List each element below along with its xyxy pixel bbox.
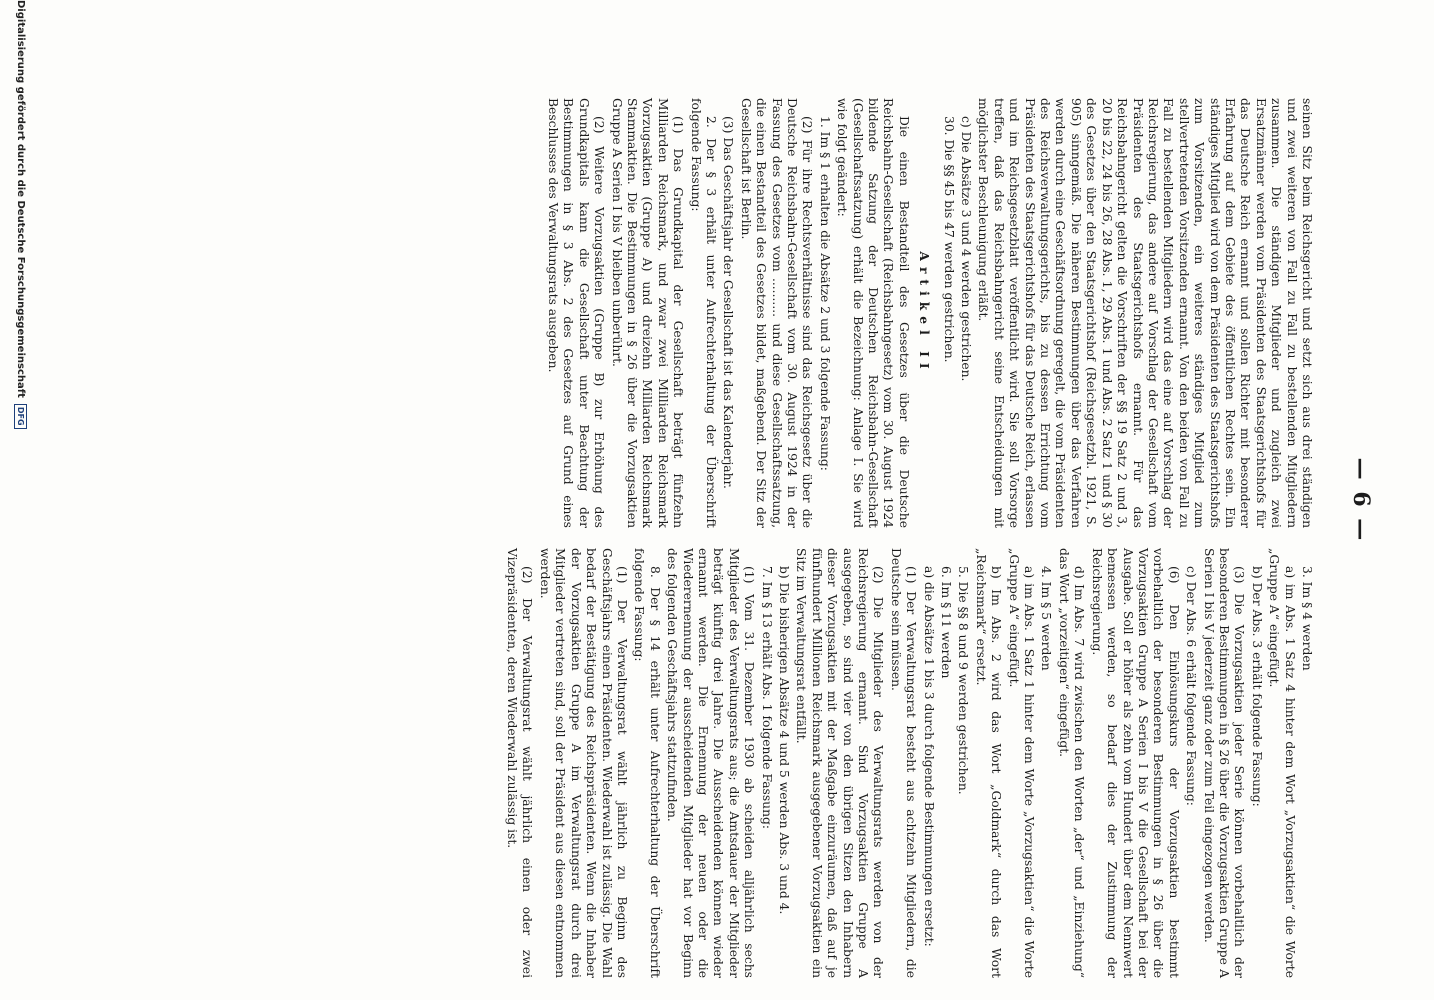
paragraph: (6) Den Einlösungskurs der Vorzugsaktien bestimmt vorbehaltlich der besonderen Bestimmungen in § 26 über die Vorzugsaktien Gruppe A Serien I bis V die Gesellschaft bei der Ausgabe. Soll er höher als zehn vom Hundert über dem Nennwert bemessen werden, so bedarf dies der Zustimmung der Reichsregierung. [1089, 548, 1181, 978]
paragraph: 5. Die §§ 8 und 9 werden gestrichen. [956, 566, 971, 795]
paragraph: (1) Der Verwaltungsrat besteht aus achtzehn Mitgliedern, die Deutsche sein müssen. [888, 548, 919, 978]
paragraph: (2) Weitere Vorzugsaktien (Gruppe B) zur Erhöhung des Grundkapitals kann die Gesellschaft unter Beachtung der Bestimmungen in § 3 Abs. 2 des Gesetzes auf Grund eines Beschlusses des Verwaltungsrats ausgeben. [545, 98, 607, 528]
paragraph: b) Die bisherigen Absätze 4 und 5 werden Abs. 3 und 4. [777, 566, 791, 915]
paragraph: 2. Der § 3 erhält unter Aufrechterhaltung der Überschrift folgende Fassung: [688, 98, 718, 528]
paragraph: b) Im Abs. 2 wird das Wort „Goldmark“ durch das Wort „Reichsmark“ ersetzt. [973, 548, 1004, 978]
footer-text: Digitalisierung gefördert durch die Deutsche Forschungsgemeinschaft [15, 0, 26, 398]
paragraph: d) Im Abs. 7 wird zwischen den Worten „der“ und „Einziehung“ das Wort „vorzeitigen“ eingefügt. [1056, 548, 1087, 978]
paragraph: 7. Im § 13 erhält Abs. 1 folgende Fassung: [759, 566, 774, 830]
digitization-footer [14, 0, 27, 1000]
left-text-column [543, 98, 1315, 528]
paragraph: seinen Sitz beim Reichsgericht und setzt sich aus drei ständigen und zwei weiteren von Fall zu Fall zu bestellenden Mitgliedern zusammen. Die ständigen Mitglieder und zugleich zwei Ersatzmänner werden vom Präsidenten des Staatsgerichtshofs für das Deutsche Reich ernannt und sollen Richter mit besonderer Erfahrung auf dem Gebiete des öffentlichen Rechtes sein. Ein ständiges Mitglied wird von dem Präsidenten des Staatsgerichtshofs zum Vorsitzenden, ein weiteres ständiges Mitglied zum stellvertretenden Vorsitzenden ernannt. Von den beiden von Fall zu Fall zu bestellenden Mitgliedern wird das eine auf Vorschlag der Reichsregierung, das andere auf Vorschlag der Gesellschaft vom Präsidenten des Staatsgerichtshofs ernannt. Für das Reichsbahngericht gelten die Vorschriften der §§ 19 Satz 2 und 3, 20 bis 22, 24 bis 26, 28 Abs. 1, 29 Abs. 1 und Abs. 2 Satz 1 und § 30 des Gesetzes über den Staatsgerichtshof (Reichsgesetzbl. 1921, S. 905) sinngemäß. Die näheren Bestimmungen über das Verfahren werden durch eine Geschäftsordnung geregelt, die vom Präsidenten des Reichsverwaltungsgerichts, bis zu dessen Errichtung vom Präsidenten des Staatsgerichtshofs für das Deutsche Reich, erlassen und im Reichsgesetzblatt veröffentlicht wird. Sie soll Vorsorge treffen, daß das Reichsbahngericht seine Entscheidungen mit möglichster Beschleunigung erläßt. [976, 98, 1314, 528]
paragraph: (1) Der Verwaltungsrat wählt jährlich zu Beginn des Geschäftsjahrs einen Präsidenten. Wiederwahl ist zulässig. Die Wahl bedarf der Bestätigung des Reichspräsidenten. Wenn die Inhaber der Vorzugsaktien Gruppe A im Verwaltungsrat durch drei Mitglieder vertreten sind, soll der Präsident aus diesen entnommen werden. [537, 548, 629, 978]
paragraph: 1. Im § 1 erhalten die Absätze 2 und 3 folgende Fassung: [817, 116, 832, 471]
paragraph: (2) Der Verwaltungsrat wählt jährlich einen oder zwei Vizepräsidenten, deren Wiederwahl zulässig ist. [505, 548, 535, 978]
paragraph: (1) Das Grundkapital der Gesellschaft beträgt fünfzehn Milliarden Reichsmark, und zwar zwei Milliarden Reichsmark Vorzugsaktien (Gruppe A) und dreizehn Milliarden Reichsmark Stammaktien. Die Bestimmungen in § 26 über die Vorzugsaktien Gruppe A Serien I bis V bleiben unberührt. [609, 98, 686, 528]
paragraph: 6. Im § 11 werden [939, 566, 954, 679]
paragraph: (3) Die Vorzugsaktien jeder Serie können vorbehaltlich der besonderen Bestimmungen in § 26 über die Vorzugsaktien Gruppe A Serien I bis V jederzeit ganz oder zum Teil eingezogen werden. [1201, 548, 1247, 978]
paragraph: 30. Die §§ 45 bis 47 werden gestrichen. [941, 116, 956, 363]
paragraph: (2) Die Mitglieder des Verwaltungsrats werden von der Reichsregierung ernannt. Sind Vorzugsaktien Gruppe A ausgegeben, so sind vier von den übrigen Sitzen den Inhabern dieser Vorzugsaktien mit der Maßgabe einzuräumen, daß auf je fünfhundert Millionen Reichsmark ausgegebener Vorzugsaktien ein Sitz im Verwaltungsrat entfällt. [794, 548, 886, 978]
dfg-logo-icon: DFG [14, 404, 27, 429]
paragraph: a) im Abs. 1 Satz 4 hinter dem Wort „Vorzugsaktien“ die Worte „Gruppe A“ eingefügt. [1267, 548, 1297, 978]
paragraph: b) Der Abs. 3 erhält folgende Fassung: [1249, 566, 1264, 807]
right-text-column [502, 548, 1314, 978]
page-number: — 6 — [1348, 457, 1374, 543]
paragraph: c) Die Absätze 3 und 4 werden gestrichen. [959, 116, 974, 382]
paragraph: 3. Im § 4 werden [1300, 566, 1314, 671]
paragraph: c) Der Abs. 6 erhält folgende Fassung: [1184, 566, 1199, 806]
paragraph: 8. Der § 14 erhält unter Aufrechterhaltung der Überschrift folgende Fassung: [632, 548, 662, 978]
paragraph: (2) Für ihre Rechtsverhältnisse sind das Reichsgesetz über die Deutsche Reichsbahn-Gesellschaft vom 30. August 1924 in der Fassung des Gesetzes vom .......... und diese Gesellschaftssatzung, die einen Bestandteil des Gesetzes bildet, maßgebend. Der Sitz der Gesellschaft ist Berlin. [738, 98, 815, 528]
paragraph: Artikel II [917, 251, 933, 375]
paragraph: (3) Das Geschäftsjahr der Gesellschaft ist das Kalenderjahr. [721, 116, 736, 489]
paragraph: a) im Abs. 1 Satz 1 hinter dem Worte „Vorzugsaktien“ die Worte „Gruppe A“ eingefügt. [1006, 548, 1037, 978]
paragraph: a) die Absätze 1 bis 3 durch folgende Bestimmungen ersetzt: [921, 566, 936, 947]
paragraph: (1) Vom 31. Dezember 1930 ab scheiden alljährlich sechs Mitglieder des Verwaltungsrats aus; die Amtsdauer der Mitglieder beträgt künftig drei Jahre. Die Ausscheidenden können wieder ernannt werden. Die Ernennung der neuen oder die Wiederernennung der ausscheidenden Mitglieder hat vor Beginn des folgenden Geschäftsjahrs stattzufinden. [665, 548, 757, 978]
paragraph: 4. Im § 5 werden [1039, 566, 1054, 671]
paragraph: Die einen Bestandteil des Gesetzes über die Deutsche Reichsbahn-Gesellschaft (Reichsbahngesetz) vom 30. August 1924 bildende Satzung der Deutschen Reichsbahn-Gesellschaft (Gesellschaftssatzung) erhält die Bezeichnung: Anlage I. Sie wird wie folgt geändert: [835, 98, 911, 528]
